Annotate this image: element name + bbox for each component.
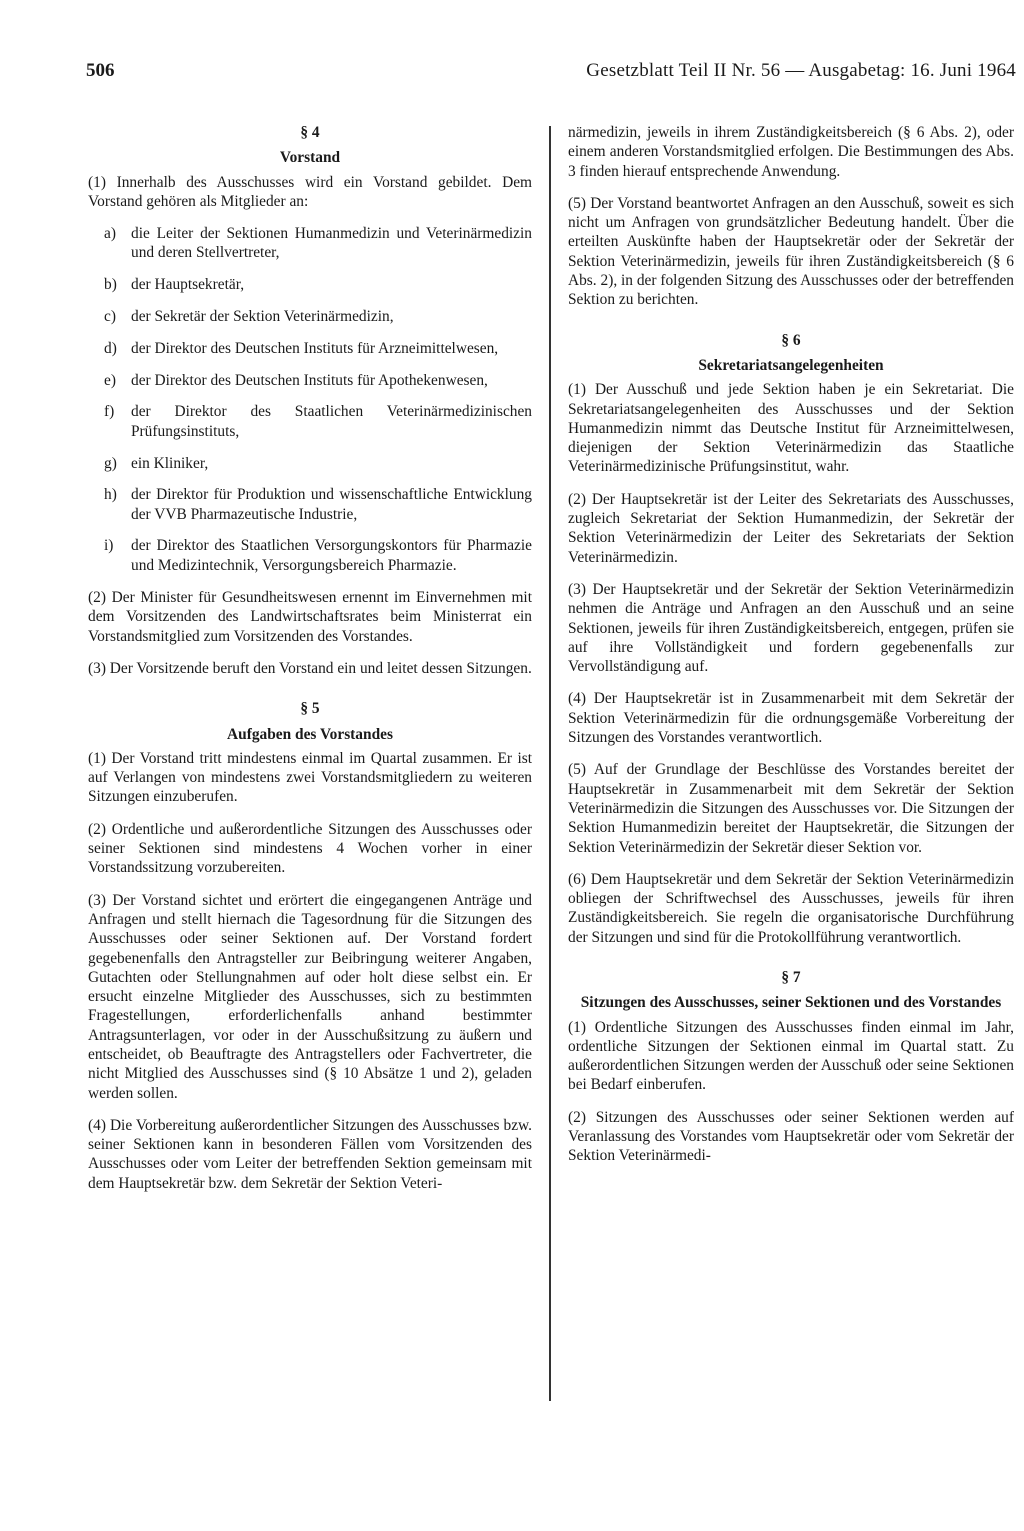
section-5-paragraph-5: (5) Der Vorstand beantwortet Anfragen an den Ausschuß, soweit es sich nicht um Anfragen von grundsätzlicher Bedeutung handelt. Über die erteilten Auskünfte haben der Hauptsekretär oder der Sekretär der Sektion Veterinärmedizin, jeweils für ihren Zuständigkeitsbereich (§ 6 Abs. 2), in der folgenden Sitzung des Ausschusses oder der betreffenden Sektion zu berichten. [568,194,1014,309]
section-6-paragraph-4: (4) Der Hauptsekretär ist in Zusammenarbeit mit dem Sekretär der Sektion Veterinärmedizin für die ordnungsgemäße Vorbereitung der Sitzungen des Vorstandes verantwortlich. [568,690,1014,747]
section-7-title: Sitzungen des Ausschusses, seiner Sektionen und des Vorstandes [580,994,1002,1012]
page-number: 506 [86,60,115,81]
list-item-mark: i) [104,537,114,555]
list-item-mark: c) [104,308,116,326]
section-6-paragraph-5: (5) Auf der Grundlage der Beschlüsse des Vorstandes bereitet der Hauptsekretär in Zusammenarbeit mit dem Sekretär der Sektion Veterinärmedizin die Sitzungen des Ausschusses vor. Die Sitzungen der Sektion Humanmedizin bereitet der Hauptsekretär, die Sitzungen der Sektion Veterinärmedizin der Sekretär dieser Sektion vor. [568,761,1014,856]
right-column [568,123,1014,1166]
left-column [88,123,532,1193]
column-divider [549,126,551,1401]
list-item [88,275,532,294]
header-title: Gesetzblatt Teil II Nr. 56 — Ausgabetag: 16. Juni 1964 [586,60,1016,81]
list-item [88,536,532,575]
list-item-text: der Direktor des Deutschen Instituts für Arzneimittelwesen, [131,339,499,357]
list-item [88,371,532,390]
section-6-number: § 6 [781,331,801,349]
section-6-paragraph-1: (1) Der Ausschuß und jede Sektion haben je ein Sekretariat. Die Sekretariatsangelegenheiten des Ausschusses und der Sektion Humanmedizin nimmt das Deutsche Institut für Arzneimittelwesen, diejenigen der Sektion Veterinärmedizin das Staatliche Veterinärmedizinische Prüfungsinstitut, wahr. [568,381,1014,476]
list-item [88,307,532,326]
section-4-paragraph-3: (3) Der Vorsitzende beruft den Vorstand ein und leitet dessen Sitzungen. [88,659,532,677]
section-4-paragraph-2: (2) Der Minister für Gesundheitswesen ernennt im Einvernehmen mit dem Vorsitzenden des Landwirtschaftsrates beim Ministerrat ein Vorstandsmitglied zum Vorsitzenden des Vorstandes. [88,589,532,645]
list-item-mark: b) [104,276,117,294]
list-item-mark: d) [104,339,117,357]
section-5-paragraph-4: (4) Die Vorbereitung außerordentlicher Sitzungen des Ausschusses bzw. seiner Sektionen kann in besonderen Fällen vom Vorsitzenden des Ausschusses oder vom Leiter der betreffenden Sektion gemeinsam mit dem Hauptsekretär bzw. dem Sekretär der Sektion Veteri- [88,1116,532,1192]
list-item-text: der Hauptsekretär, [131,276,245,294]
list-item [88,485,532,524]
section-6-paragraph-3: (3) Der Hauptsekretär und der Sekretär der Sektion Veterinärmedizin nehmen die Anträge und Anfragen an den Ausschuß und an seine Sektionen, jeweils für ihren Zuständigkeitsbereich, entgegen, prüfen sie auf ihre Vollständigkeit und fordern gegebenenfalls zur Vervollständigung auf. [568,580,1014,676]
section-5-paragraph-4-continued: närmedizin, jeweils in ihrem Zuständigkeitsbereich (§ 6 Abs. 2), oder einem anderen Vorstandsmitglied erfolgen. Die Bestimmungen des Abs. 3 finden hierauf entsprechende Anwendung. [568,124,1014,180]
list-item-mark: a) [104,225,116,243]
list-item-text: der Sekretär der Sektion Veterinärmedizin, [131,308,394,326]
section-5-title: Aufgaben des Vorstandes [227,725,393,743]
list-item-text: ein Kliniker, [131,454,209,472]
list-item-text: der Direktor des Deutschen Instituts für Apothekenwesen, [131,371,488,389]
list-item-text: der Direktor des Staatlichen Versorgungskontors für Pharmazie und Medizintechnik, Versorgungsbereich Pharmazie. [131,537,532,574]
section-7-number: § 7 [781,968,801,986]
list-item [88,339,532,358]
list-item-text: die Leiter der Sektionen Humanmedizin und Veterinärmedizin und deren Stellvertreter, [131,225,532,262]
member-list [88,224,532,575]
section-4-number: § 4 [300,124,320,141]
list-item-mark: e) [104,371,116,389]
list-item [88,224,532,263]
list-item-mark: h) [104,486,117,504]
section-5-paragraph-1: (1) Der Vorstand tritt mindestens einmal im Quartal zusammen. Er ist auf Verlangen von mindestens zwei Vorstandsmitgliedern zu weiteren Sitzungen einzuberufen. [88,749,532,806]
list-item-mark: f) [104,403,115,421]
section-5-number: § 5 [300,700,320,718]
page-header [86,58,1016,84]
list-item-text: der Direktor des Staatlichen Veterinärmedizinischen Prüfungsinstituts, [131,403,532,440]
section-6-paragraph-6: (6) Dem Hauptsekretär und dem Sekretär der Sektion Veterinärmedizin obliegen der Schriftwechsel des Ausschusses, jeweils für ihren Zuständigkeitsbereich. Sie regeln die organisatorische Durchführung der Sitzungen und sind für die Protokollführung verantwortlich. [568,870,1014,946]
section-7-paragraph-2: (2) Sitzungen des Ausschusses oder seiner Sektionen werden auf Veranlassung des Vorstandes vom Hauptsekretär oder vom Sekretär der Sektion Veterinärmedi- [568,1108,1014,1165]
list-item-text: der Direktor für Produktion und wissenschaftliche Entwicklung der VVB Pharmazeutische Industrie, [131,486,532,523]
section-5-paragraph-2: (2) Ordentliche und außerordentliche Sitzungen des Ausschusses oder seiner Sektionen sind mindestens 4 Wochen vorher in einer Vorstandssitzung vorzubereiten. [88,820,532,877]
section-4-paragraph-1: (1) Innerhalb des Ausschusses wird ein Vorstand gebildet. Dem Vorstand gehören als Mitglieder an: [88,173,532,210]
section-4-title: Vorstand [279,149,341,167]
list-item [88,402,532,441]
list-item [88,454,532,473]
section-7-paragraph-1: (1) Ordentliche Sitzungen des Ausschusses finden einmal im Jahr, ordentliche Sitzungen der Sektionen einmal im Quartal statt. Zu außerordentlichen Sitzungen werden der Ausschuß oder seine Sektionen bei Bedarf einberufen. [568,1018,1014,1094]
section-5-paragraph-3: (3) Der Vorstand sichtet und erörtert die eingegangenen Anträge und Anfragen und stellt hiernach die Tagesordnung für die Sitzungen des Ausschusses oder seiner Sektionen auf. Der Vorstand fordert gegebenenfalls den Antragsteller zur Beibringung weiterer Angaben, Gutachten oder Stellungnahmen auf oder holt diese selbst ein. Er ersucht einzelne Mitglieder des Ausschusses, sich zu bestimmten Fragestellungen, erforderlichenfalls anhand bestimmter Antragsunterlagen, vor oder in der Ausschußsitzung zu äußern und entscheidet, ob Beauftragte des Antragstellers oder Fachvertreter, die nicht Mitglied des Ausschusses sind (§ 10 Absätze 1 und 2), geladen werden sollen. [88,891,532,1102]
list-item-mark: g) [104,454,117,472]
section-6-title: Sekretariatsangelegenheiten [698,356,884,374]
section-6-paragraph-2: (2) Der Hauptsekretär ist der Leiter des Sekretariats des Ausschusses, zugleich Sekretariat der Sektion Humanmedizin, der Sekretär der Sektion Veterinärmedizin der Leiter des Sekretariats der Sektion Veterinärmedizin. [568,490,1014,566]
